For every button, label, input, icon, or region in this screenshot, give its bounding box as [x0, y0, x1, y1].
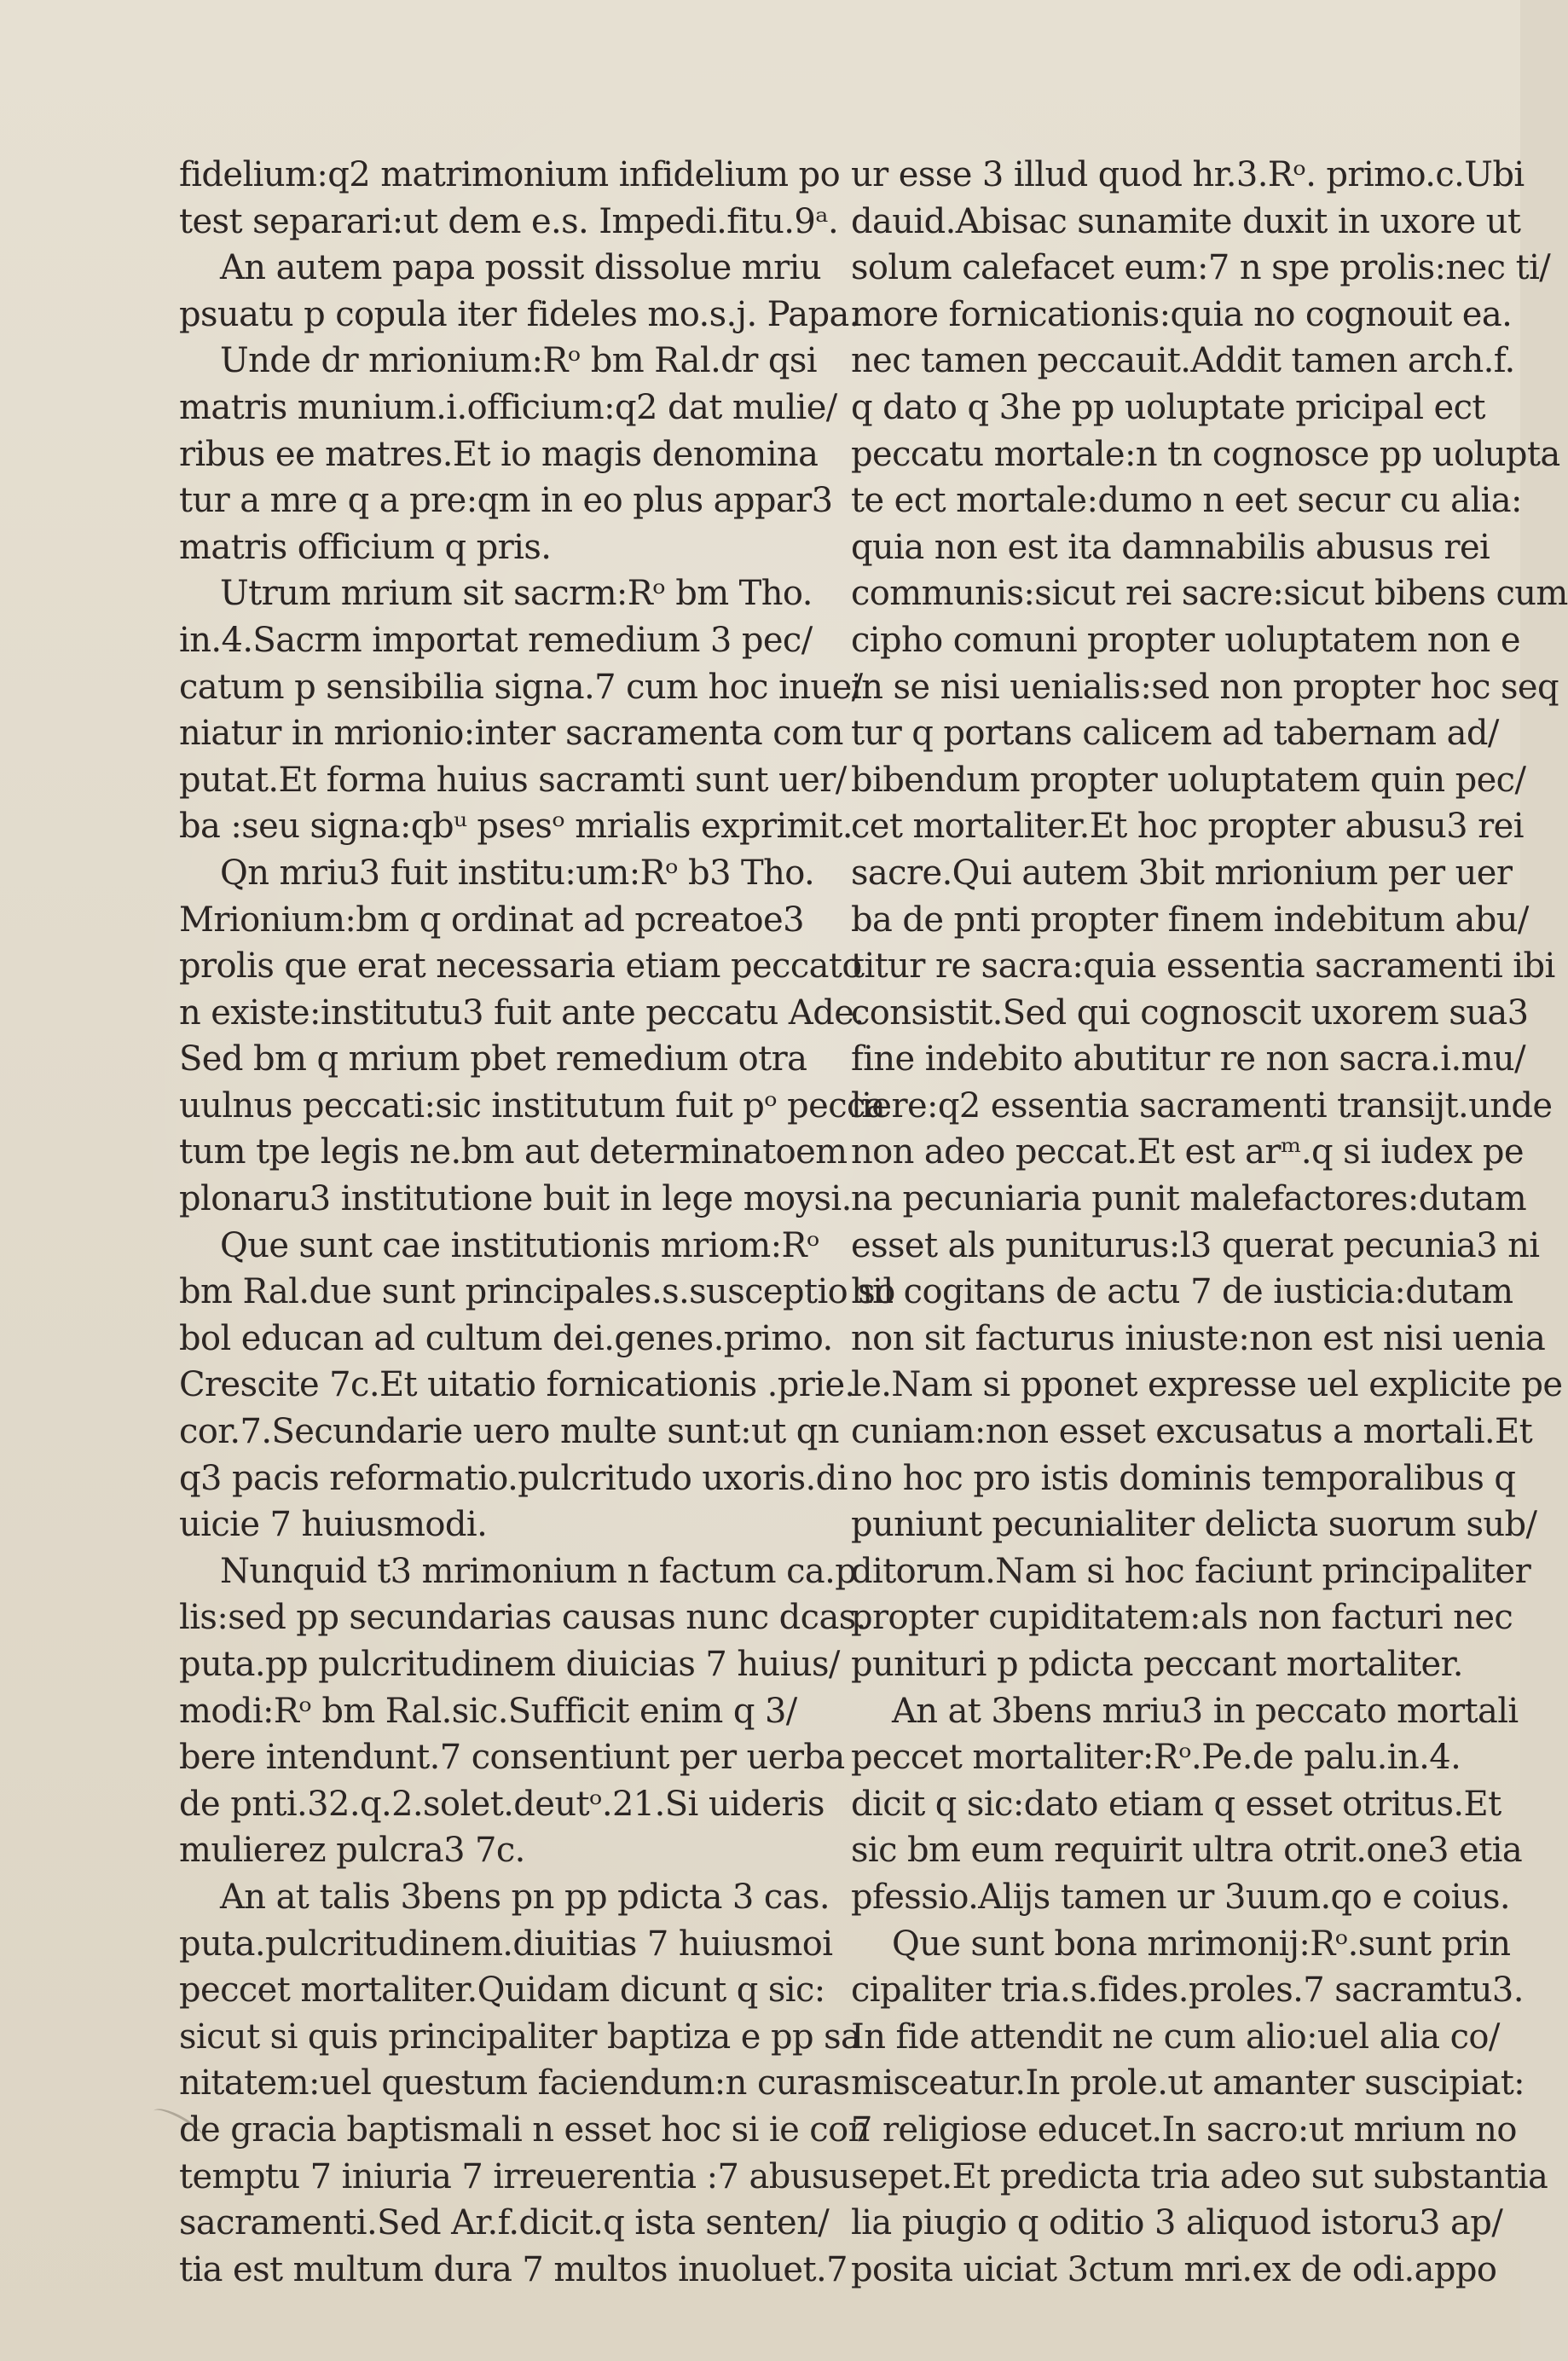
text-line: niatur in mrionio:inter sacramenta com [179, 714, 843, 754]
text-line: titur re sacra:quia essentia sacramenti ibi [851, 946, 1555, 987]
text-line: na pecuniaria punit malefactores:dutam [851, 1179, 1527, 1219]
text-line: putat.Et forma huius sacramti sunt uer/ [179, 760, 847, 800]
text-line: matris officium q pris. [179, 527, 552, 567]
text-line: bm Ral.due sunt principales.s.susceptio so [179, 1272, 895, 1312]
text-line: ba de pnti propter finem indebitum abu/ [851, 900, 1529, 940]
text-line: tum tpe legis ne.bm aut determinatoem [179, 1132, 848, 1172]
text-line: bibendum propter uoluptatem quin pec/ [851, 760, 1526, 800]
text-line: q3 pacis reformatio.pulcritudo uxoris.di [179, 1458, 848, 1498]
text-line: dicit q sic:dato etiam q esset otritus.Et [851, 1784, 1501, 1824]
text-line: catum p sensibilia signa.7 cum hoc inue/ [179, 667, 863, 707]
text-line: Que sunt cae institutionis mriom:Rᵒ [220, 1225, 819, 1265]
text-line: cuniam:non esset excusatus a mortali.Et [851, 1412, 1533, 1452]
text-line: liere:q2 essentia sacramenti transijt.unde [851, 1085, 1553, 1126]
text-line: An at 3bens mriu3 in peccato mortali [892, 1691, 1519, 1731]
text-line: posita uiciat 3ctum mri.ex de odi.appo [851, 2249, 1497, 2289]
text-line: Nunquid t3 mrimonium n factum ca.p [220, 1551, 857, 1591]
text-line: cipaliter tria.s.fides.proles.7 sacramtu3. [851, 1970, 1524, 2011]
text-line: pfessio.Alijs tamen ur 3uum.qo e coius. [851, 1877, 1511, 1917]
text-line: hil cogitans de actu 7 de iusticia:dutam [851, 1272, 1513, 1312]
text-line: matris munium.i.officium:q2 dat mulie/ [179, 387, 837, 427]
text-line: sacramenti.Sed Ar.f.dicit.q ista senten/ [179, 2203, 830, 2243]
text-line: cet mortaliter.Et hoc propter abusu3 rei [851, 807, 1524, 847]
text-line: dauid.Abisac sunamite duxit in uxore ut [851, 201, 1521, 241]
text-line: tia est multum dura 7 multos inuoluet.7 [179, 2249, 848, 2289]
text-line: psuatu p copula iter fideles mo.s.j. Papa. [179, 294, 859, 334]
text-line: modi:Rᵒ bm Ral.sic.Sufficit enim q 3/ [179, 1691, 797, 1731]
text-line: lia piugio q oditio 3 aliquod istoru3 ap/ [851, 2203, 1503, 2243]
text-line: solum calefacet eum:7 n spe prolis:nec ti/ [851, 248, 1551, 288]
text-line: propter cupiditatem:als non facturi nec [851, 1598, 1513, 1638]
text-line: no hoc pro istis dominis temporalibus q [851, 1458, 1516, 1498]
text-line: lis:sed pp secundarias causas nunc dcas. [179, 1598, 866, 1638]
text-line: temptu 7 iniuria 7 irreuerentia :7 abusu [179, 2156, 851, 2196]
text-line: consistit.Sed qui cognoscit uxorem sua3 [851, 992, 1529, 1033]
text-line: test separari:ut dem e.s. Impedi.fitu.9ᵃ. [179, 201, 839, 241]
text-line: cor.7.Secundarie uero multe sunt:ut qn [179, 1412, 839, 1452]
text-line: fidelium:q2 matrimonium infidelium po [179, 155, 841, 194]
text-line: puta.pulcritudinem.diuitias 7 huiusmoi [179, 1924, 833, 1964]
text-line: q dato q 3he pp uoluptate pricipal ect [851, 387, 1485, 427]
text-line: Mrionium:bm q ordinat ad pcreatoe3 [179, 900, 804, 940]
text-line: ditorum.Nam si hoc faciunt principaliter [851, 1551, 1531, 1591]
text-line: Utrum mrium sit sacrm:Rᵒ bm Tho. [220, 574, 813, 614]
text-line: ur esse 3 illud quod hr.3.Rᵒ. primo.c.Ubi [851, 155, 1525, 194]
text-line: plonaru3 institutione buit in lege moysi. [179, 1179, 852, 1219]
text-line: peccet mortaliter.Quidam dicunt q sic: [179, 1970, 825, 2011]
text-line: Sed bm q mrium pbet remedium otra [179, 1039, 807, 1079]
text-line: Qn mriu3 fuit institu:um:Rᵒ b3 Tho. [220, 853, 815, 893]
text-line: n existe:institutu3 fuit ante peccatu Ade. [179, 992, 865, 1033]
text-line: 7 religiose educet.In sacro:ut mrium no [851, 2109, 1517, 2150]
text-line: more fornicationis:quia no cognouit ea. [851, 294, 1513, 334]
text-line: bol educan ad cultum dei.genes.primo. [179, 1318, 833, 1358]
text-line: esset als puniturus:l3 querat pecunia3 ni [851, 1225, 1540, 1265]
text-line: ribus ee matres.Et io magis denomina [179, 434, 819, 474]
text-line: puta.pp pulcritudinem diuicias 7 huius/ [179, 1645, 840, 1684]
text-line: punituri p pdicta peccant mortaliter. [851, 1645, 1463, 1684]
text-line: communis:sicut rei sacre:sicut bibens cum [851, 574, 1568, 614]
text-line: in se nisi uenialis:sed non propter hoc seq [851, 667, 1559, 707]
text-line: Que sunt bona mrimonij:Rᵒ.sunt prin [892, 1924, 1511, 1964]
text-line: peccatu mortale:n tn cognosce pp uolupta [851, 434, 1560, 474]
text-line: An autem papa possit dissolue mriu [220, 248, 821, 288]
text-line: non sit facturus iniuste:non est nisi uenia [851, 1318, 1546, 1358]
text-line: sepet.Et predicta tria adeo sut substantia [851, 2156, 1548, 2196]
text-line: bere intendunt.7 consentiunt per uerba [179, 1738, 845, 1778]
text-line: in.4.Sacrm importat remedium 3 pec/ [179, 620, 813, 660]
text-line: de pnti.32.q.2.solet.deutᵒ.21.Si uideris [179, 1784, 825, 1824]
text-line: Crescite 7c.Et uitatio fornicationis .prie. [179, 1365, 855, 1405]
text-line: In fide attendit ne cum alio:uel alia co/ [851, 2017, 1500, 2057]
text-line: misceatur.In prole.ut amanter suscipiat: [851, 2063, 1525, 2103]
text-column-left [179, 152, 895, 2293]
text-line: mulierez pulcra3 7c. [179, 1831, 525, 1871]
text-column-right [851, 152, 1568, 2293]
text-line: te ect mortale:dumo n eet secur cu alia: [851, 481, 1522, 521]
text-line: le.Nam si pponet expresse uel explicite pe [851, 1365, 1563, 1405]
text-line: sacre.Qui autem 3bit mrionium per uer [851, 853, 1513, 893]
text-line: ba :seu signa:qbᵘ psesᵒ mrialis exprimit. [179, 807, 853, 847]
text-line: puniunt pecunialiter delicta suorum sub/ [851, 1505, 1537, 1545]
text-line: sic bm eum requirit ultra otrit.one3 etia [851, 1831, 1523, 1871]
text-line: nec tamen peccauit.Addit tamen arch.f. [851, 341, 1515, 381]
text-line: Unde dr mrionium:Rᵒ bm Ral.dr qsi [220, 341, 818, 381]
text-line: quia non est ita damnabilis abusus rei [851, 527, 1490, 567]
text-line: de gracia baptismali n esset hoc si ie con [179, 2109, 870, 2150]
text-line: peccet mortaliter:Rᵒ.Pe.de palu.in.4. [851, 1738, 1461, 1778]
text-line: tur a mre q a pre:qm in eo plus appar3 [179, 481, 833, 521]
text-line: non adeo peccat.Et est arᵐ.q si iudex pe [851, 1132, 1524, 1172]
text-line: uulnus peccati:sic institutum fuit pᵒ pecca [179, 1085, 886, 1126]
text-line: sicut si quis principaliter baptiza e pp sa [179, 2017, 861, 2057]
text-line: prolis que erat necessaria etiam peccato [179, 946, 862, 987]
text-line: An at talis 3bens pn pp pdicta 3 cas. [220, 1877, 830, 1917]
text-line: fine indebito abutitur re non sacra.i.mu/ [851, 1039, 1525, 1079]
text-line: tur q portans calicem ad tabernam ad/ [851, 714, 1499, 754]
text-line: uicie 7 huiusmodi. [179, 1505, 488, 1545]
text-line: nitatem:uel questum faciendum:n curas [179, 2063, 850, 2103]
text-line: cipho comuni propter uoluptatem non e [851, 620, 1520, 660]
